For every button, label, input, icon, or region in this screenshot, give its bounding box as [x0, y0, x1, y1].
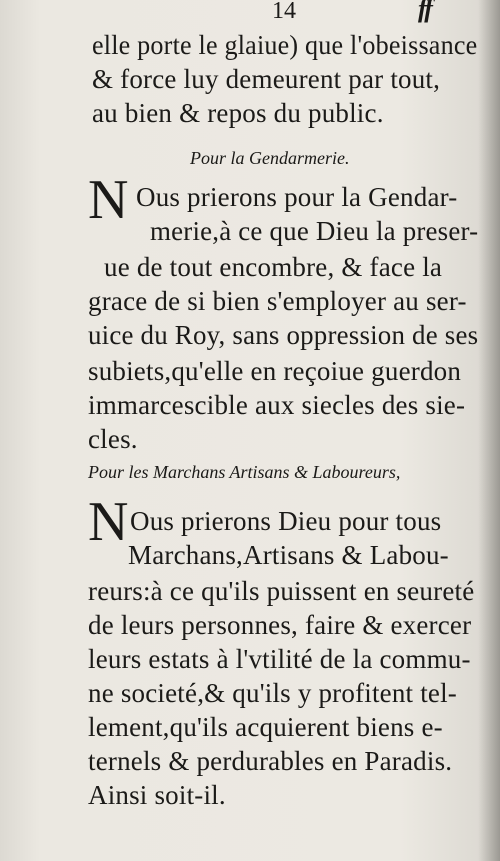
marchans-line-6: ne societé,& qu'ils y profitent tel-	[88, 678, 457, 708]
continuation-line-3: au bien & repos du public.	[92, 98, 384, 128]
marchans-line-4: de leurs personnes, faire & exercer	[88, 610, 472, 640]
continuation-line-1: elle porte le glaiue) que l'obeissance	[92, 30, 478, 60]
section-heading-gendarmerie: Pour la Gendarmerie.	[190, 148, 350, 168]
marchans-line-5: leurs estats à l'vtilité de la commu-	[88, 644, 471, 674]
gendarmerie-line-1: Ous prierons pour la Gendar-	[136, 182, 458, 212]
gendarmerie-line-3: ue de tout encombre, & face la	[104, 252, 443, 282]
gendarmerie-line-4: grace de si bien s'employer au ser-	[88, 286, 467, 316]
signature-mark: ff	[418, 0, 431, 23]
dropcap-n: N	[88, 491, 129, 553]
page-gutter-shadow	[478, 0, 500, 861]
marchans-line-2: Marchans,Artisans & Labou-	[128, 540, 449, 570]
page-number: 14	[272, 0, 296, 24]
continuation-line-2: & force luy demeurent par tout,	[92, 64, 441, 94]
marchans-line-7: lement,qu'ils acquierent biens e-	[88, 712, 443, 742]
marchans-line-9: Ainsi soit-il.	[88, 780, 226, 810]
marchans-line-3: reurs:à ce qu'ils puissent en seureté	[88, 576, 475, 606]
dropcap-n: N	[88, 169, 129, 231]
gendarmerie-line-7: immarcescible aux siecles des sie-	[88, 390, 466, 420]
marchans-line-8: ternels & perdurables en Paradis.	[88, 746, 453, 776]
gendarmerie-line-2: merie,à ce que Dieu la preser-	[150, 216, 479, 246]
section-heading-marchans: Pour les Marchans Artisans & Laboureurs,	[88, 462, 401, 482]
gendarmerie-line-6: subiets,qu'elle en reçoiue guerdon	[88, 356, 462, 386]
marchans-line-1: Ous prierons Dieu pour tous	[130, 506, 442, 536]
gendarmerie-line-8: cles.	[88, 424, 138, 454]
gendarmerie-line-5: uice du Roy, sans oppression de ses	[88, 320, 479, 350]
